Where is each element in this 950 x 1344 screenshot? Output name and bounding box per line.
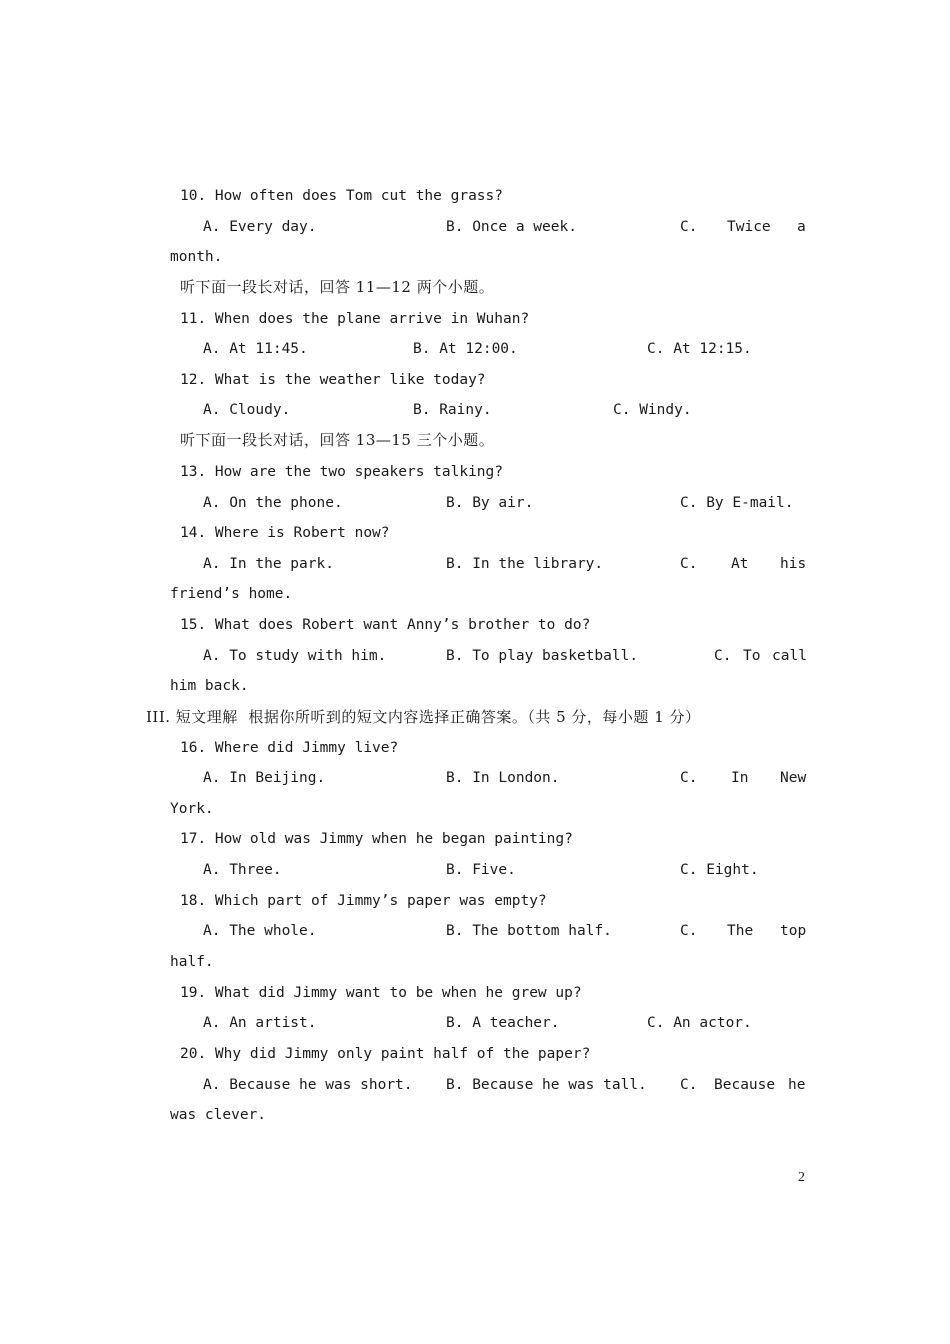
option-c-label: C. xyxy=(714,648,732,664)
option-b: B. Rainy. xyxy=(413,402,492,418)
option-c-wrap: half. xyxy=(170,954,214,970)
question-11: 11. When does the plane arrive in Wuhan? xyxy=(180,311,530,327)
option-a: A. Every day. xyxy=(203,219,317,235)
question-18: 18. Which part of Jimmy’s paper was empty? xyxy=(180,893,547,909)
option-b: B. In the library. xyxy=(446,556,604,572)
option-b: B. In London. xyxy=(446,770,560,786)
instruction-11-12: 听下面一段长对话，回答 11—12 两个小题。 xyxy=(180,278,495,296)
option-b: B. By air. xyxy=(446,495,534,511)
section-3-heading: III. 短文理解 根据你所听到的短文内容选择正确答案。（共 5 分，每小题 1 分） xyxy=(146,708,701,726)
option-c: C. Windy. xyxy=(613,402,692,418)
option-c-word: At xyxy=(731,556,749,572)
option-a: A. At 11:45. xyxy=(203,341,308,357)
option-c: C. By E-mail. xyxy=(680,495,794,511)
question-15: 15. What does Robert want Anny’s brother to do? xyxy=(180,617,591,633)
question-19: 19. What did Jimmy want to be when he grew up? xyxy=(180,985,582,1001)
option-c: C. An actor. xyxy=(647,1015,752,1031)
option-c-word: call xyxy=(772,648,807,664)
option-c-word: he xyxy=(788,1077,806,1093)
option-c-wrap: York. xyxy=(170,801,214,817)
option-c-wrap: friend’s home. xyxy=(170,586,293,602)
option-c-word: a xyxy=(797,219,806,235)
option-c-wrap: him back. xyxy=(170,678,249,694)
question-16: 16. Where did Jimmy live? xyxy=(180,740,399,756)
option-c-word: New xyxy=(780,770,807,786)
question-17: 17. How old was Jimmy when he began painting? xyxy=(180,831,573,847)
option-a: A. Because he was short. xyxy=(203,1077,413,1093)
option-c-word: Because xyxy=(714,1077,776,1093)
option-c-label: C. xyxy=(680,556,698,572)
option-b: B. Because he was tall. xyxy=(446,1077,647,1093)
option-a: A. On the phone. xyxy=(203,495,343,511)
option-b: B. Five. xyxy=(446,862,516,878)
option-c-label: C. xyxy=(680,219,698,235)
option-a: A. The whole. xyxy=(203,923,317,939)
option-a: A. To study with him. xyxy=(203,648,387,664)
option-b: B. At 12:00. xyxy=(413,341,518,357)
option-c-label: C. xyxy=(680,770,698,786)
option-c-word: top xyxy=(780,923,807,939)
option-c: C. At 12:15. xyxy=(647,341,752,357)
option-c-word: To xyxy=(743,648,761,664)
question-14: 14. Where is Robert now? xyxy=(180,525,390,541)
option-b: B. Once a week. xyxy=(446,219,577,235)
question-12: 12. What is the weather like today? xyxy=(180,372,486,388)
option-b: B. To play basketball. xyxy=(446,648,639,664)
option-a: A. In Beijing. xyxy=(203,770,326,786)
option-a: A. Cloudy. xyxy=(203,402,291,418)
option-c: C. Eight. xyxy=(680,862,759,878)
option-a: A. An artist. xyxy=(203,1015,317,1031)
page-number: 2 xyxy=(798,1170,805,1185)
option-b: B. A teacher. xyxy=(446,1015,560,1031)
option-c-word: Twice xyxy=(727,219,771,235)
question-20: 20. Why did Jimmy only paint half of the paper? xyxy=(180,1046,591,1062)
option-b: B. The bottom half. xyxy=(446,923,612,939)
option-c-label: C. xyxy=(680,923,698,939)
option-c-word: The xyxy=(727,923,754,939)
option-c-word: his xyxy=(780,556,807,572)
option-c-word: In xyxy=(731,770,749,786)
option-c-wrap: month. xyxy=(170,249,223,265)
option-a: A. In the park. xyxy=(203,556,334,572)
question-13: 13. How are the two speakers talking? xyxy=(180,464,504,480)
option-a: A. Three. xyxy=(203,862,282,878)
instruction-13-15: 听下面一段长对话，回答 13—15 三个小题。 xyxy=(180,431,495,449)
option-c-label: C. xyxy=(680,1077,698,1093)
option-c-wrap: was clever. xyxy=(170,1107,267,1123)
question-10: 10. How often does Tom cut the grass? xyxy=(180,188,504,204)
